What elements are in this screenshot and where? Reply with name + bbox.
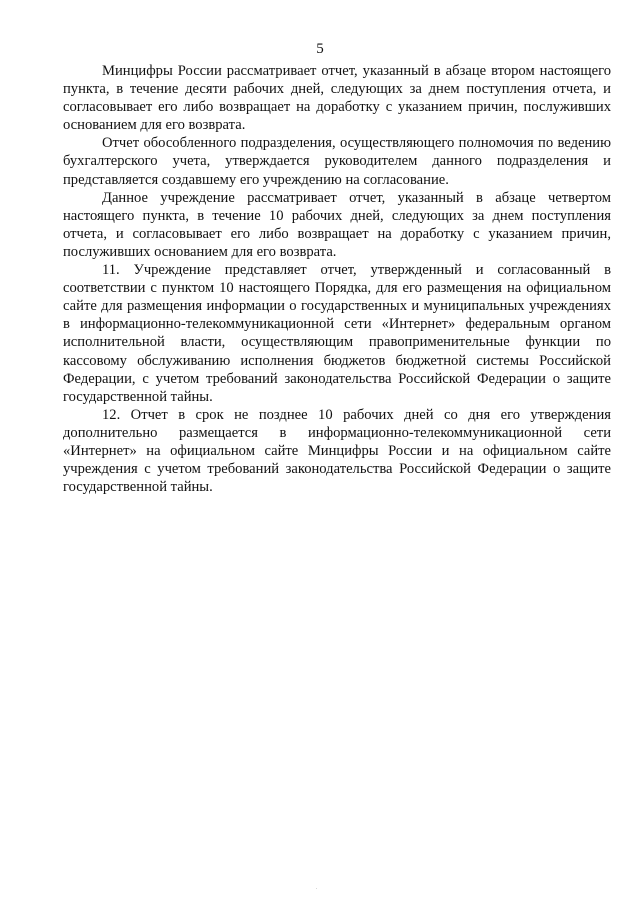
scan-speck bbox=[316, 888, 317, 889]
paragraph-subdivision-report: Отчет обособленного подразделения, осуществляющего полномочия по ведению бухгалтерского учета, утверждается руководителем данного подразделения и представляется создавшему его учреждению на согласование. bbox=[63, 135, 611, 188]
page-number: 5 bbox=[316, 41, 324, 57]
paragraph-review-report: Минцифры России рассматривает отчет, указанный в абзаце втором настоящего пункта, в течение десяти рабочих дней, следующих за днем поступления отчета, и согласовывает его либо возвращает на доработку с указанием причин, послуживших основанием для его возврата. bbox=[63, 63, 611, 134]
paragraph-item-11: 11. Учреждение представляет отчет, утвержденный и согласованный в соответствии с пунктом 10 настоящего Порядка, для его размещения на официальном сайте для размещения информации о государственных и муниципальных учреждениях в информационно-телекоммуникационной сети «Интернет» федеральным органом исполнительной власти, осуществляющим правоприменительные функции по кассовому обслуживанию исполнения бюджетов бюджетной системы Российской Федерации, с учетом требований законодательства Российской Федерации о защите государственной тайны. bbox=[63, 262, 611, 405]
paragraph-institution-review: Данное учреждение рассматривает отчет, указанный в абзаце четвертом настоящего пункта, в течение 10 рабочих дней, следующих за днем поступления отчета, и согласовывает его либо возвращает на доработку с указанием причин, послуживших основанием для его возврата. bbox=[63, 189, 611, 260]
paragraph-item-12: 12. Отчет в срок не позднее 10 рабочих дней со дня его утверждения дополнительно размещается в информационно-телекоммуникационной сети «Интернет» на официальном сайте Минцифры России и на официальном сайте учреждения с учетом требований законодательства Российской Федерации о защите государственной тайны. bbox=[63, 406, 611, 496]
document-body bbox=[63, 62, 611, 496]
